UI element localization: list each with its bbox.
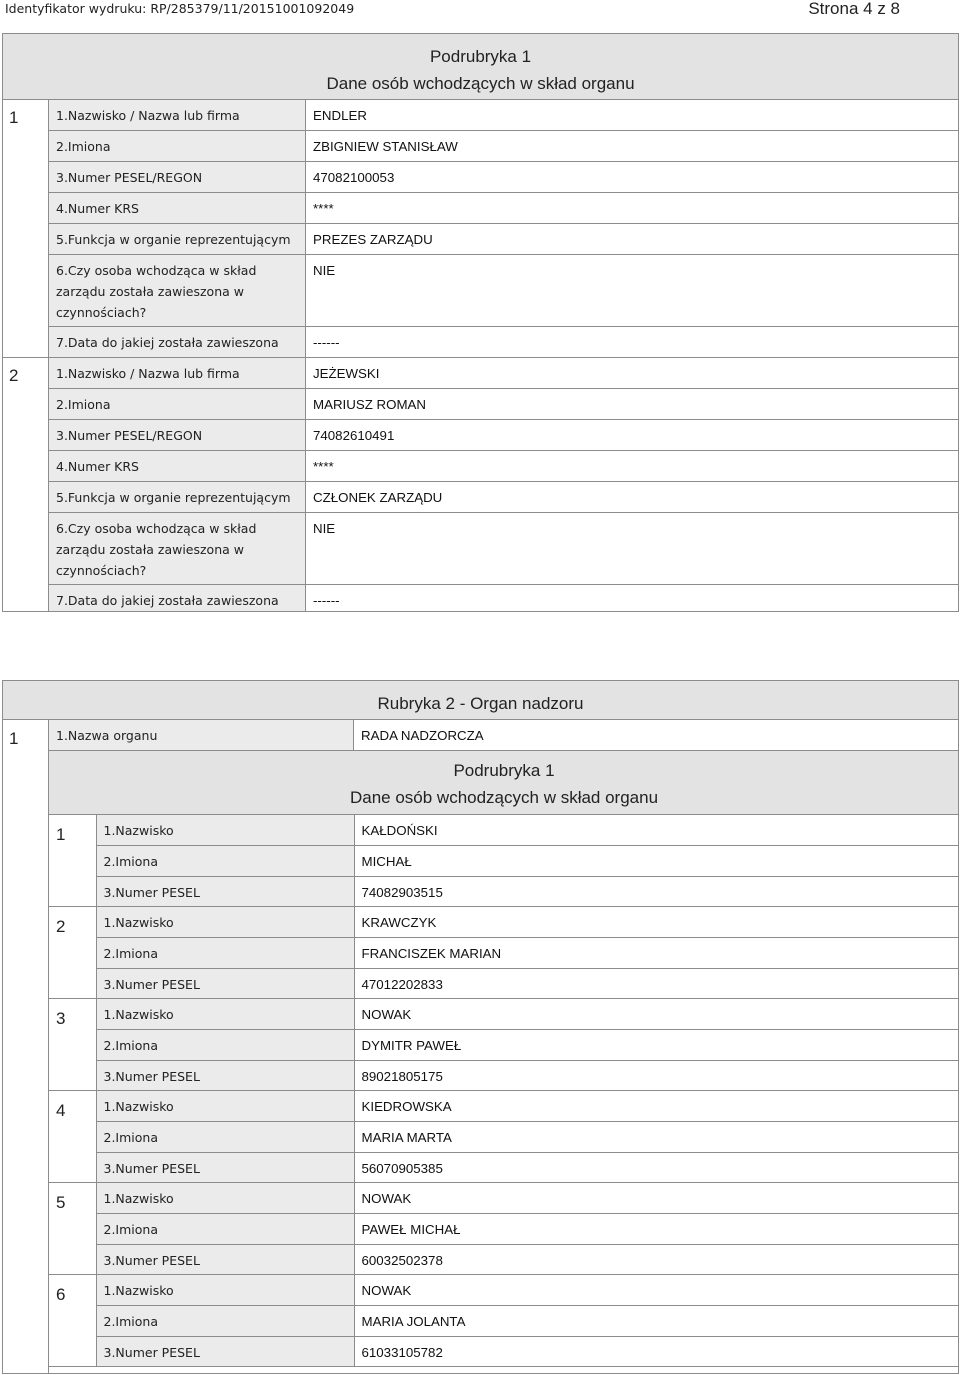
subsection-header [49, 751, 959, 814]
entry-2-row-suspension-date [3, 585, 959, 612]
field-label: 2.Imiona [96, 937, 354, 968]
field-label: 3.Numer PESEL [96, 1244, 354, 1274]
field-value: NIE [306, 255, 959, 327]
member-index: 6 [49, 1274, 96, 1366]
subsection-title: Podrubryka 1 [453, 761, 555, 780]
field-label: 2.Imiona [96, 1305, 354, 1336]
field-label: 3.Numer PESEL/REGON [49, 162, 306, 193]
subsection-board-members [2, 33, 958, 612]
field-value: PREZES ZARZĄDU [306, 224, 959, 255]
section-entry-index: 1 [3, 720, 49, 1374]
field-label: 3.Numer PESEL [96, 876, 354, 906]
entry-1-row-suspended [3, 255, 959, 327]
entry-index: 1 [3, 100, 49, 358]
field-label: 5.Funkcja w organie reprezentującym [49, 482, 306, 513]
board-members-table [2, 33, 959, 612]
field-label: 6.Czy osoba wchodząca w skład zarządu została zawieszona w czynnościach? [49, 513, 306, 585]
field-value: ------ [306, 585, 959, 612]
organ-name-row [3, 720, 959, 751]
entry-1-row-pesel [3, 162, 959, 193]
field-value: NOWAK [354, 1274, 959, 1305]
field-label: 4.Numer KRS [49, 193, 306, 224]
field-label: 1.Nazwisko / Nazwa lub firma [49, 100, 306, 131]
member-4-row-names [49, 1121, 959, 1152]
field-value: 74082903515 [354, 876, 959, 906]
field-value: ENDLER [306, 100, 959, 131]
member-1-row-pesel [49, 876, 959, 906]
entry-2-row-pesel [3, 420, 959, 451]
entry-1-row-krs [3, 193, 959, 224]
section-title: Rubryka 2 - Organ nadzoru [3, 681, 959, 720]
field-label: 7.Data do jakiej została zawieszona [49, 585, 306, 612]
subsection-title: Podrubryka 1 [429, 47, 532, 66]
member-4-row-pesel [49, 1152, 959, 1182]
field-value: **** [306, 451, 959, 482]
field-value: MARIA JOLANTA [354, 1305, 959, 1336]
member-index: 3 [49, 998, 96, 1090]
supervisory-body-table [2, 680, 959, 1374]
field-label: 1.Nazwisko [96, 906, 354, 937]
member-5-row-surname [49, 1182, 959, 1213]
field-value: 47012202833 [354, 968, 959, 998]
subsection-subtitle: Dane osób wchodzących w skład organu [326, 74, 635, 93]
field-label: 2.Imiona [96, 1029, 354, 1060]
section-header-row [3, 681, 959, 720]
field-label: 3.Numer PESEL [96, 1152, 354, 1182]
field-value: NOWAK [354, 1182, 959, 1213]
field-value: MARIA MARTA [354, 1121, 959, 1152]
field-label: 2.Imiona [96, 845, 354, 876]
field-value: DYMITR PAWEŁ [354, 1029, 959, 1060]
field-value: ZBIGNIEW STANISŁAW [306, 131, 959, 162]
entry-1-row-names [3, 131, 959, 162]
entry-2-row-suspended [3, 513, 959, 585]
field-label: 5.Funkcja w organie reprezentującym [49, 224, 306, 255]
field-label: 1.Nazwisko / Nazwa lub firma [49, 358, 306, 389]
section-supervisory-body [2, 680, 958, 1374]
member-3-row-pesel [49, 1060, 959, 1090]
field-label: 2.Imiona [49, 131, 306, 162]
continuation-row [49, 1366, 959, 1373]
entry-2-row-surname [3, 358, 959, 389]
member-6-row-pesel [49, 1336, 959, 1366]
field-value: ------ [306, 327, 959, 358]
field-label: 7.Data do jakiej została zawieszona [49, 327, 306, 358]
field-value: FRANCISZEK MARIAN [354, 937, 959, 968]
subsection-header [3, 34, 959, 100]
member-3-row-names [49, 1029, 959, 1060]
subsection-subtitle: Dane osób wchodzących w skład organu [349, 788, 659, 807]
field-value: PAWEŁ MICHAŁ [354, 1213, 959, 1244]
entry-1-row-surname [3, 100, 959, 131]
field-value: MARIUSZ ROMAN [306, 389, 959, 420]
member-2-row-pesel [49, 968, 959, 998]
field-label: 2.Imiona [96, 1213, 354, 1244]
entry-2-row-function [3, 482, 959, 513]
field-label: 1.Nazwa organu [49, 720, 354, 751]
field-label: 1.Nazwisko [96, 814, 354, 845]
field-label: 2.Imiona [96, 1121, 354, 1152]
print-identifier: Identyfikator wydruku: RP/285379/11/20151001092049 [5, 1, 355, 16]
continuation-cell [49, 1366, 959, 1373]
page-number: Strona 4 z 8 [808, 0, 900, 18]
field-label: 3.Numer PESEL [96, 1336, 354, 1366]
field-value: 56070905385 [354, 1152, 959, 1182]
field-label: 3.Numer PESEL [96, 1060, 354, 1090]
field-value: RADA NADZORCZA [354, 720, 959, 751]
entry-1-row-suspension-date [3, 327, 959, 358]
field-label: 4.Numer KRS [49, 451, 306, 482]
field-value: **** [306, 193, 959, 224]
field-label: 1.Nazwisko [96, 1182, 354, 1213]
field-label: 1.Nazwisko [96, 1090, 354, 1121]
field-value: NOWAK [354, 998, 959, 1029]
member-6-row-surname [49, 1274, 959, 1305]
member-5-row-names [49, 1213, 959, 1244]
members-container-row [3, 751, 959, 1374]
field-label: 1.Nazwisko [96, 998, 354, 1029]
member-index: 4 [49, 1090, 96, 1182]
field-label: 6.Czy osoba wchodząca w skład zarządu została zawieszona w czynnościach? [49, 255, 306, 327]
entry-1-row-function [3, 224, 959, 255]
member-2-row-surname [49, 906, 959, 937]
field-value: JEŻEWSKI [306, 358, 959, 389]
supervisory-members-table [49, 751, 959, 1373]
member-index: 5 [49, 1182, 96, 1274]
entry-2-row-krs [3, 451, 959, 482]
members-container [49, 751, 959, 1374]
field-value: CZŁONEK ZARZĄDU [306, 482, 959, 513]
subsection-header-row [3, 34, 959, 100]
field-value: 89021805175 [354, 1060, 959, 1090]
subsection-header-row [49, 751, 959, 814]
member-3-row-surname [49, 998, 959, 1029]
field-value: 60032502378 [354, 1244, 959, 1274]
member-1-row-surname [49, 814, 959, 845]
member-1-row-names [49, 845, 959, 876]
field-value: 74082610491 [306, 420, 959, 451]
entry-2-row-names [3, 389, 959, 420]
field-label: 1.Nazwisko [96, 1274, 354, 1305]
field-value: 47082100053 [306, 162, 959, 193]
field-value: KIEDROWSKA [354, 1090, 959, 1121]
field-value: KRAWCZYK [354, 906, 959, 937]
member-2-row-names [49, 937, 959, 968]
member-index: 1 [49, 814, 96, 906]
field-value: KAŁDOŃSKI [354, 814, 959, 845]
member-6-row-names [49, 1305, 959, 1336]
member-5-row-pesel [49, 1244, 959, 1274]
field-value: NIE [306, 513, 959, 585]
member-4-row-surname [49, 1090, 959, 1121]
field-label: 3.Numer PESEL/REGON [49, 420, 306, 451]
field-value: MICHAŁ [354, 845, 959, 876]
field-label: 3.Numer PESEL [96, 968, 354, 998]
member-index: 2 [49, 906, 96, 998]
entry-index: 2 [3, 358, 49, 612]
field-label: 2.Imiona [49, 389, 306, 420]
field-value: 61033105782 [354, 1336, 959, 1366]
